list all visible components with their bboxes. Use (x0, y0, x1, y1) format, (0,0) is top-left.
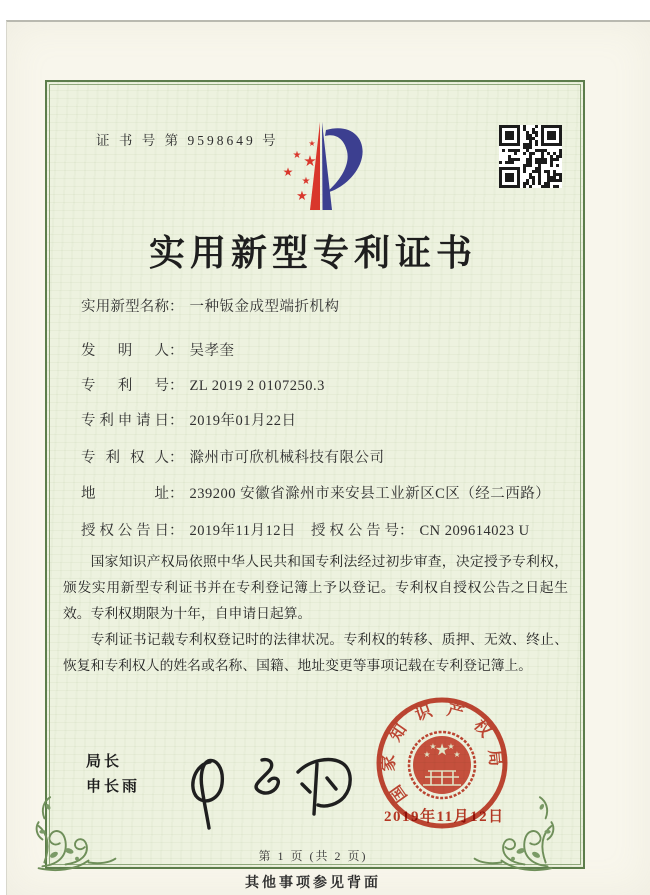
svg-text:★: ★ (429, 742, 437, 751)
field-colon: ： (399, 523, 414, 539)
field-label: 实用新型名称 (81, 299, 169, 315)
svg-text:★: ★ (282, 165, 294, 179)
grant-number-group (311, 519, 530, 540)
svg-text:★: ★ (303, 152, 317, 170)
back-side-note: 其他事项参见背面 (245, 876, 381, 891)
legal-text-block (63, 549, 568, 679)
field-row-patent-number (81, 374, 591, 396)
field-value: 239200 安徽省滁州市来安县工业新区C区（经二西路） (189, 486, 551, 502)
svg-text:★: ★ (434, 740, 450, 759)
field-value: CN 209614023 U (419, 523, 530, 539)
svg-text:★: ★ (308, 139, 316, 148)
field-label: 专利权人 (81, 450, 169, 466)
seal-national-emblem (409, 732, 475, 798)
seal-date: 2019年11月12日 (384, 809, 505, 825)
field-value: 滁州市可欣机械科技有限公司 (189, 450, 385, 466)
field-colon: ： (169, 413, 184, 429)
svg-text:★: ★ (301, 176, 311, 187)
field-label: 授权公告号 (311, 523, 399, 539)
handwritten-signature (176, 740, 376, 835)
commissioner-title: 局长 (86, 753, 123, 770)
field-label: 授权公告日 (81, 523, 169, 539)
cnipa-logo-icon (254, 118, 382, 220)
field-colon: ： (169, 378, 184, 394)
certificate-paper (6, 20, 650, 895)
field-label: 专利号 (81, 378, 169, 394)
logo-stars (283, 139, 317, 204)
svg-text:★: ★ (453, 750, 461, 759)
svg-text:★: ★ (447, 742, 455, 751)
field-row-name (81, 295, 591, 317)
field-colon: ： (169, 343, 184, 359)
field-value: 一种钣金成型端折机构 (189, 299, 340, 315)
field-colon: ： (169, 486, 184, 502)
field-row-grant (81, 519, 591, 541)
svg-text:★: ★ (423, 750, 431, 759)
logo-p-bowl (325, 128, 363, 193)
field-label: 专利申请日 (81, 413, 169, 429)
certificate-number: 证 书 号 第 9598649 号 (96, 133, 279, 148)
page-number: 第 1 页 (共 2 页) (258, 849, 368, 863)
svg-text:★: ★ (292, 150, 302, 161)
field-row-patentee (81, 446, 591, 468)
field-row-address (81, 482, 591, 504)
field-label: 发明人 (81, 343, 169, 359)
field-row-filing-date (81, 409, 591, 431)
legal-paragraph: 国家知识产权局依照中华人民共和国专利法经过初步审查，决定授予专利权，颁发实用新型专利证书并在专利登记簿上予以登记。专利权自授权公告之日起生效。专利权期限为十年，自申请日起算。 (63, 554, 568, 621)
field-value: 2019年11月12日 (189, 523, 296, 539)
field-value: 2019年01月22日 (189, 413, 297, 429)
commissioner-name: 申长雨 (86, 778, 141, 795)
legal-paragraph: 专利证书记载专利权登记时的法律状况。专利权的转移、质押、无效、终止、恢复和专利权人的姓名或名称、国籍、地址变更等事项记载在专利登记簿上。 (63, 632, 568, 673)
field-colon: ： (169, 450, 184, 466)
certificate-title: 实用新型专利证书 (148, 233, 477, 273)
field-colon: ： (169, 523, 184, 539)
field-value: ZL 2019 2 0107250.3 (189, 378, 325, 394)
field-colon: ： (169, 299, 184, 315)
field-value: 吴孝奎 (189, 343, 235, 359)
seal-arc-text: 国家知识产权局 (378, 699, 506, 806)
svg-text:★: ★ (296, 189, 308, 204)
field-label: 地址 (81, 486, 169, 502)
field-row-inventor (81, 339, 591, 361)
qr-code (499, 125, 562, 188)
